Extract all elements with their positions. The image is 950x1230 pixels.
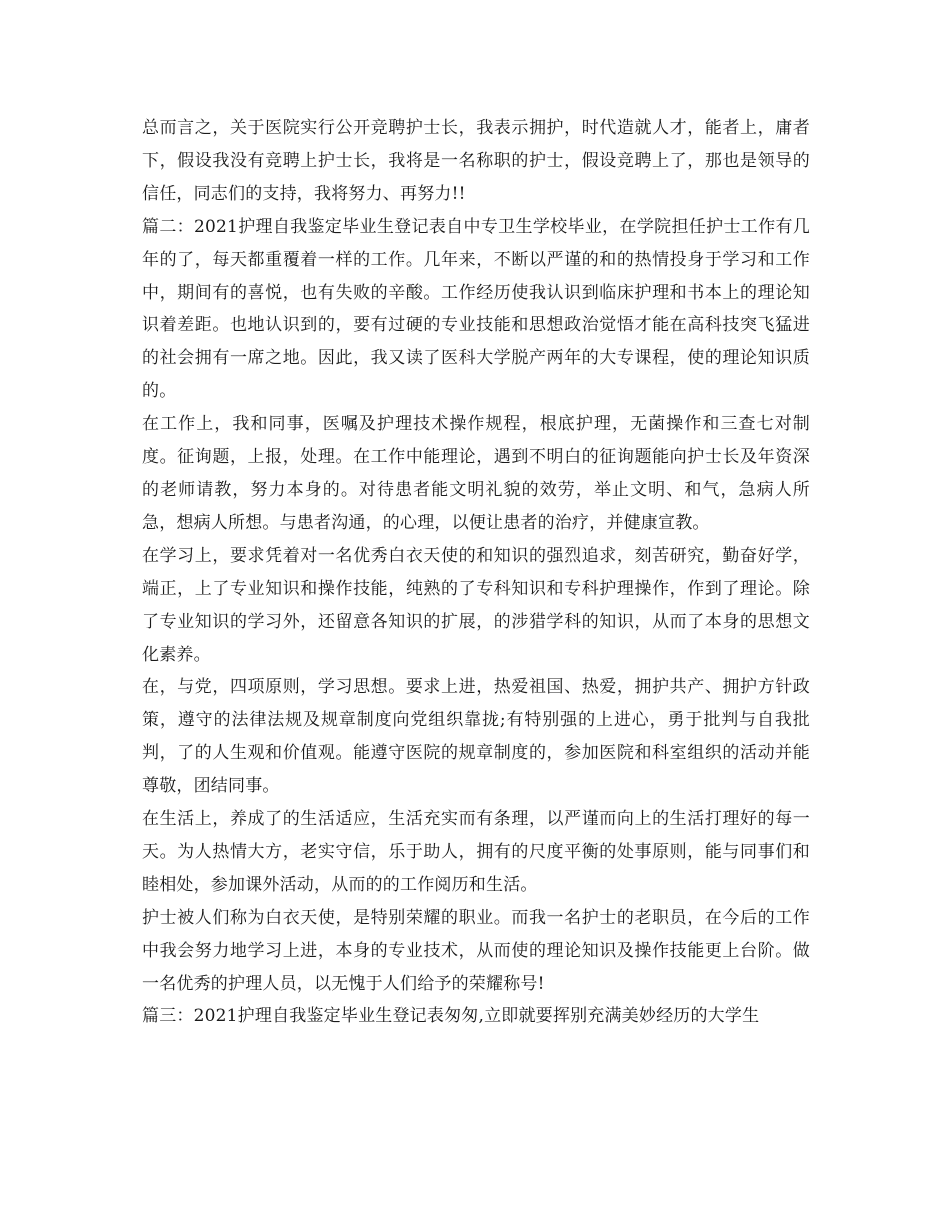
paragraph-work: 在工作上，我和同事，医嘱及护理技术操作规程，根底护理，无菌操作和三查七对制度。征询题，上报，处理。在工作中能理论，遇到不明白的征询题能向护士长及年资深的老师请教，努力本身的。对待患者能文明礼貌的效劳，举止文明、和气，急病人所急，想病人所想。与患者沟通，的心理，以便让患者的治疗，并健康宣教。 (142, 414, 810, 533)
document-body (142, 112, 810, 1033)
paragraph-life: 在生活上，养成了的生活适应，生活充实而有条理，以严谨而向上的生活打理好的每一天。为人热情大方，老实守信，乐于助人，拥有的尺度平衡的处事原则，能与同事们和睦相处，参加课外活动，从而的的工作阅历和生活。 (142, 809, 810, 895)
paragraph-part-two-intro: 篇二：2021护理自我鉴定毕业生登记表自中专卫生学校毕业，在学院担任护士工作有几年的了，每天都重覆着一样的工作。几年来，不断以严谨的和的热情投身于学习和工作中，期间有的喜悦，也有失败的辛酸。工作经历使我认识到临床护理和书本上的理论知识着差距。也地认识到的，要有过硬的专业技能和思想政治觉悟才能在高科技突飞猛进的社会拥有一席之地。因此，我又读了医科大学脱产两年的大专课程，使的理论知识质的。 (142, 216, 810, 402)
paragraph-politics: 在，与党，四项原则，学习思想。要求上进，热爱祖国、热爱，拥护共产、拥护方针政策，遵守的法律法规及规章制度向党组织靠拢;有特别强的上进心，勇于批判与自我批判，了的人生观和价值观。能遵守医院的规章制度的，参加医院和科室组织的活动并能尊敬，团结同事。 (142, 677, 810, 797)
paragraph-conclusion: 总而言之，关于医院实行公开竞聘护士长，我表示拥护，时代造就人才，能者上，庸者下，假设我没有竞聘上护士长，我将是一名称职的护士，假设竞聘上了，那也是领导的信任，同志们的支持，我将努力、再努力!! (142, 118, 810, 204)
paragraph-part-three-intro: 篇三：2021护理自我鉴定毕业生登记表匆匆,立即就要挥别充满美妙经历的大学生 (142, 1006, 760, 1027)
paragraph-nurse-closing: 护士被人们称为白衣天使，是特别荣耀的职业。而我一名护士的老职员，在今后的工作中我会努力地学习上进，本身的专业技术，从而使的理论知识及操作技能更上台阶。做一名优秀的护理人员，以无愧于人们给予的荣耀称号! (142, 907, 810, 994)
paragraph-study: 在学习上，要求凭着对一名优秀白衣天使的和知识的强烈追求，刻苦研究，勤奋好学，端正，上了专业知识和操作技能，纯熟的了专科知识和专科护理操作，作到了理论。除了专业知识的学习外，还留意各知识的扩展，的涉猎学科的知识，从而了本身的思想文化素养。 (142, 545, 810, 665)
